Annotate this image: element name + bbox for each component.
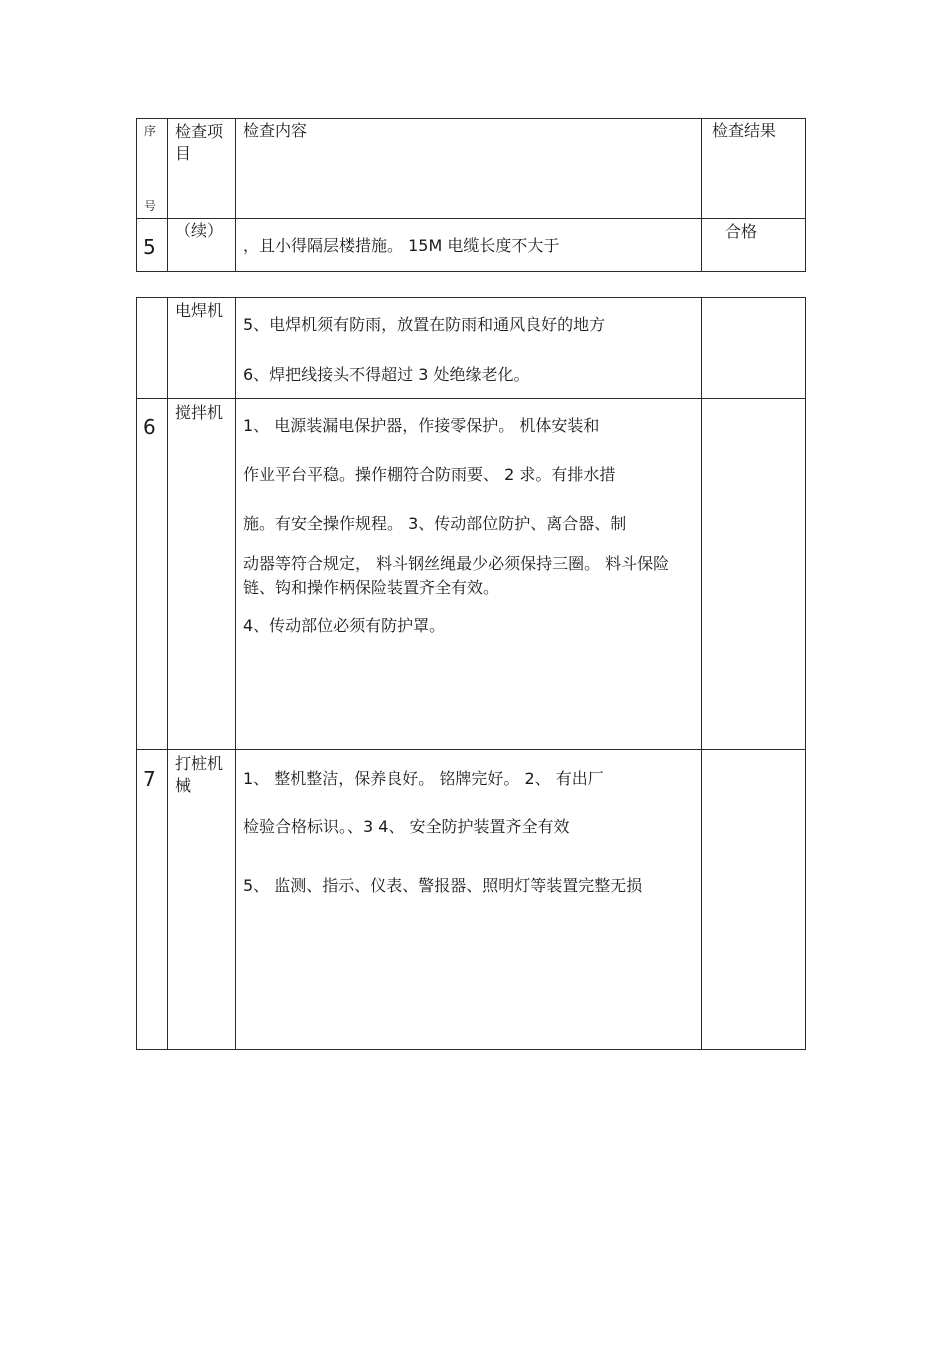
header-item: 检查项目 (175, 122, 224, 163)
row7-number: 7 (143, 767, 156, 791)
row5-content: ，且小得隔层楼措施。 15M 电缆长度不大于 (243, 236, 560, 255)
row7-line: 5、 监测、指示、仪表、警报器、照明灯等装置完整无损 (243, 876, 643, 895)
table-top-row-divider (136, 218, 806, 219)
row6-number: 6 (143, 415, 156, 439)
row6-line: 1、 电源装漏电保护器，作接零保护。 机体安装和 (243, 416, 600, 435)
table-main-col-divider (701, 297, 702, 1050)
row6-line: 动器等符合规定， 料斗钢丝绳最少必须保持三圈。 料斗保险链、钩和操作柄保险装置齐全有效。 (243, 554, 670, 597)
table-main (136, 297, 806, 1050)
header-result: 检查结果 (712, 121, 777, 140)
weld-line: 5、电焊机须有防雨，放置在防雨和通风良好的地方 (243, 315, 606, 334)
weld-item: 电焊机 (175, 301, 224, 320)
table-top-col-divider (167, 118, 168, 272)
row6-line: 作业平台平稳。操作棚符合防雨要、 2 求。有排水措 (243, 465, 616, 484)
row7-item: 打桩机械 (175, 754, 224, 795)
table-main-row-divider (136, 749, 806, 750)
header-content: 检查内容 (243, 121, 308, 140)
table-top-col-divider (235, 118, 236, 272)
row7-line: 检验合格标识。、3 4、 安全防护装置齐全有效 (243, 817, 570, 836)
table-main-col-divider (167, 297, 168, 1050)
row6-item: 搅拌机 (175, 403, 224, 422)
weld-line: 6、焊把线接头不得超过 3 处绝缘老化。 (243, 365, 530, 384)
table-top-col-divider (701, 118, 702, 272)
row7-line: 1、 整机整洁，保养良好。 铭牌完好。 2、 有出厂 (243, 769, 604, 788)
row6-line: 4、传动部位必须有防护罩。 (243, 616, 446, 635)
table-main-row-divider (136, 398, 806, 399)
row5-item: （续） (175, 221, 224, 240)
header-seq-top: 序 (144, 124, 157, 138)
header-seq-bottom: 号 (144, 199, 157, 213)
row6-line: 施。有安全操作规程。 3、传动部位防护、离合器、制 (243, 514, 627, 533)
row5-result: 合格 (725, 222, 758, 241)
table-main-col-divider (235, 297, 236, 1050)
row5-number: 5 (143, 235, 156, 259)
